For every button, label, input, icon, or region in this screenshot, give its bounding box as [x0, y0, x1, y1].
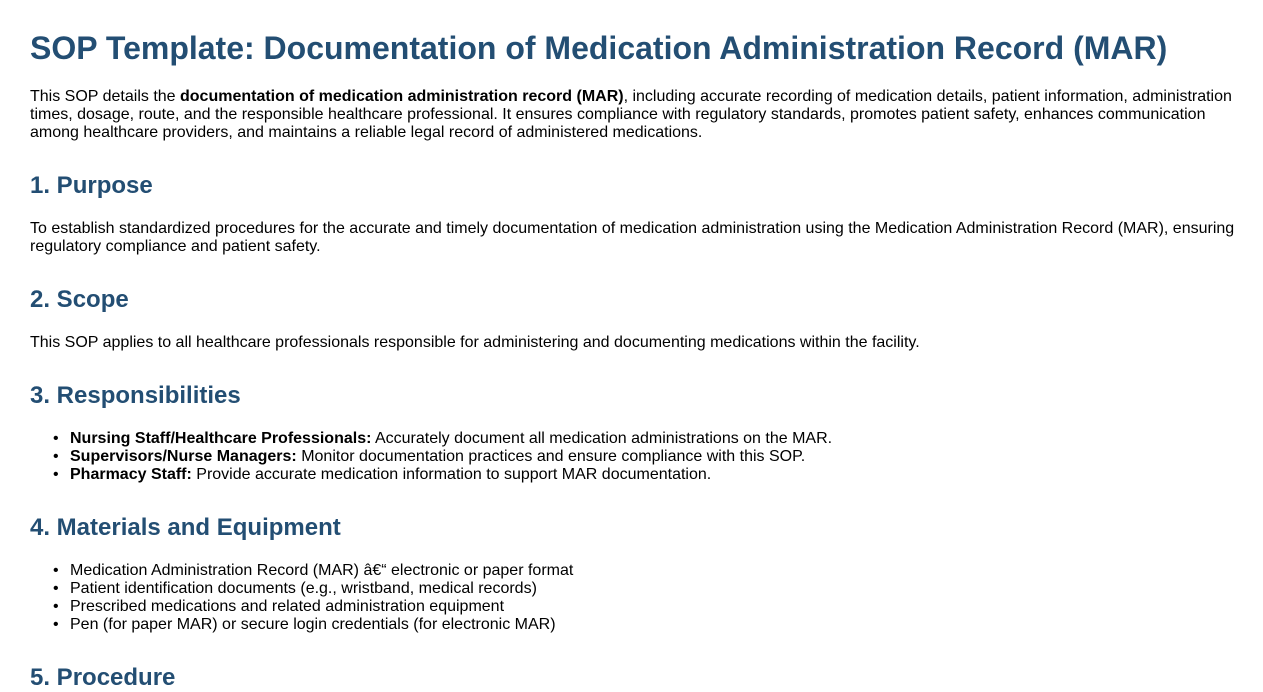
- scope-heading: 2. Scope: [30, 286, 129, 313]
- purpose-text: To establish standardized procedures for the accurate and timely documentation of medication administration using the Medication Administration Record (MAR), ensuring regulatory compliance and patient safety.: [30, 220, 1235, 255]
- list-item: • Patient identification documents (e.g., wristband, medical records): [30, 580, 1230, 598]
- page-title: SOP Template: Documentation of Medication Administration Record (MAR): [30, 30, 1168, 66]
- role-label: Nursing Staff/Healthcare Professionals:: [70, 430, 372, 447]
- list-item: • Pen (for paper MAR) or secure login credentials (for electronic MAR): [30, 616, 1230, 634]
- responsibilities-heading: 3. Responsibilities: [30, 382, 241, 409]
- intro-rest: , including accurate recording of medication details, patient information, administration times, dosage, route, and the responsible healthcare professional. It ensures compliance with regulatory standards, promotes patient safety, enhances communication among healthcare providers, and maintains a reliable legal record of administered medications.: [30, 88, 1232, 141]
- intro-lead: This SOP details the: [30, 88, 180, 105]
- role-text: Provide accurate medication information to support MAR documentation.: [191, 466, 712, 483]
- responsibilities-list: [30, 430, 1230, 484]
- list-item: [30, 466, 1230, 484]
- intro-bold: documentation of medication administration record (MAR): [180, 88, 624, 105]
- list-item: [30, 448, 1230, 466]
- list-item: • Prescribed medications and related administration equipment: [30, 598, 1230, 616]
- scope-text: This SOP applies to all healthcare professionals responsible for administering and documenting medications within the facility.: [30, 334, 920, 351]
- purpose-heading: 1. Purpose: [30, 172, 153, 199]
- procedure-heading: 5. Procedure: [30, 664, 176, 691]
- role-text: Accurately document all medication administrations on the MAR.: [371, 430, 833, 447]
- materials-heading: 4. Materials and Equipment: [30, 514, 341, 541]
- intro-paragraph: [30, 88, 1240, 142]
- role-label: Pharmacy Staff:: [70, 466, 192, 483]
- role-text: Monitor documentation practices and ensure compliance with this SOP.: [296, 448, 806, 465]
- list-item: [30, 430, 1230, 448]
- role-label: Supervisors/Nurse Managers:: [70, 448, 297, 465]
- list-item: • Medication Administration Record (MAR) â€“ electronic or paper format: [30, 562, 1230, 580]
- materials-list: [30, 562, 1230, 634]
